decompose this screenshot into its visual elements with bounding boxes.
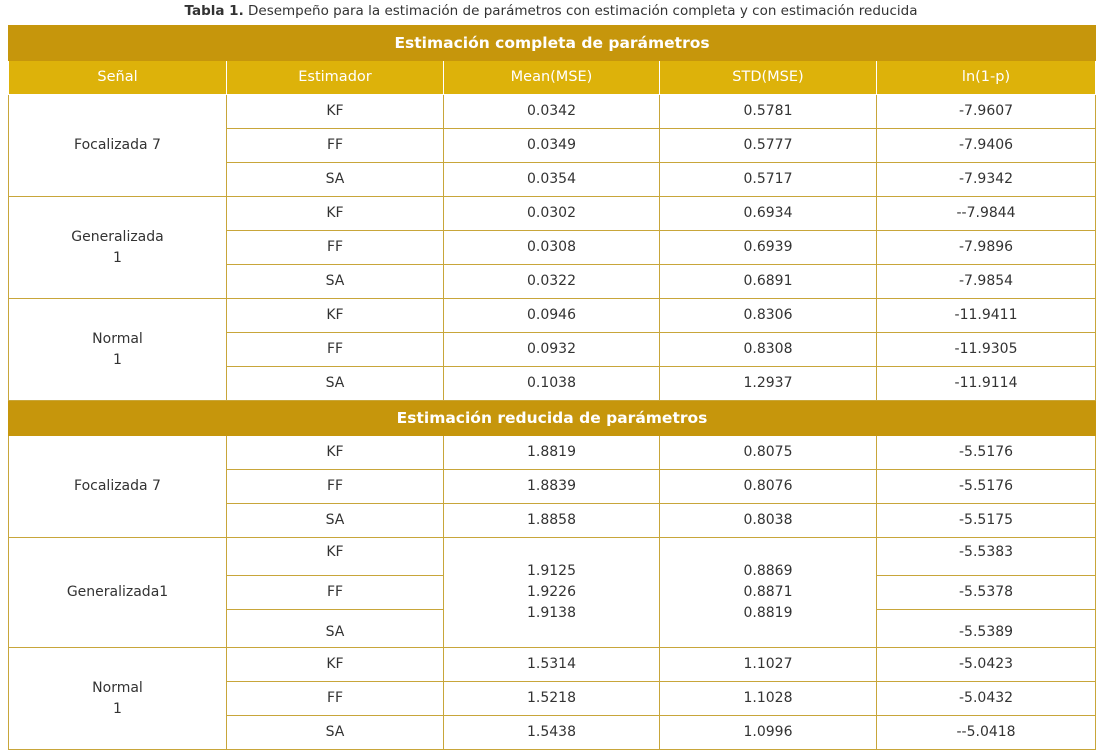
section-header-reduced <box>9 401 1096 436</box>
signal-line: 1 <box>113 249 122 266</box>
mean-cell: 0.0322 <box>444 265 660 299</box>
signal-line: Normal <box>92 679 143 696</box>
mean-line: 1.9138 <box>527 605 576 621</box>
table-row <box>9 648 1096 682</box>
std-cell: 1.0996 <box>660 716 877 750</box>
results-table <box>8 25 1096 750</box>
ln-cell: -7.9896 <box>877 231 1096 265</box>
ln-cell: -5.5378 <box>877 576 1096 610</box>
column-header-std: STD(MSE) <box>660 61 877 95</box>
mean-cell: 0.1038 <box>444 367 660 401</box>
ln-cell: -5.0432 <box>877 682 1096 716</box>
ln-cell: -5.0423 <box>877 648 1096 682</box>
signal-cell <box>9 299 227 401</box>
std-line: 0.8819 <box>743 605 793 621</box>
std-cell: 0.5777 <box>660 129 877 163</box>
estimator-cell: KF <box>227 648 444 682</box>
column-header-ln: ln(1-p) <box>877 61 1096 95</box>
ln-cell: -5.5176 <box>877 470 1096 504</box>
table-row <box>9 95 1096 129</box>
estimator-cell: FF <box>227 576 444 610</box>
estimator-cell: FF <box>227 470 444 504</box>
estimator-cell: FF <box>227 682 444 716</box>
ln-cell: -5.5383 <box>877 538 1096 576</box>
mean-cell: 0.0932 <box>444 333 660 367</box>
mean-cell: 0.0349 <box>444 129 660 163</box>
signal-cell <box>9 648 227 750</box>
mean-line: 1.9125 <box>527 563 576 579</box>
ln-cell: -5.5176 <box>877 436 1096 470</box>
estimator-cell: KF <box>227 95 444 129</box>
estimator-cell: SA <box>227 265 444 299</box>
mean-line: 1.9226 <box>527 584 576 600</box>
std-cell: 1.1027 <box>660 648 877 682</box>
estimator-cell: FF <box>227 333 444 367</box>
estimator-cell: SA <box>227 367 444 401</box>
estimator-cell: SA <box>227 610 444 648</box>
table-row <box>9 538 1096 576</box>
std-cell: 1.1028 <box>660 682 877 716</box>
std-cell: 0.6891 <box>660 265 877 299</box>
mean-cell: 0.0354 <box>444 163 660 197</box>
estimator-cell: FF <box>227 129 444 163</box>
signal-line: Generalizada <box>71 228 164 245</box>
std-merged-cell <box>660 538 877 648</box>
signal-line: Generalizada1 <box>66 584 169 600</box>
mean-merged-cell <box>444 538 660 648</box>
estimator-cell: SA <box>227 716 444 750</box>
std-cell: 0.5717 <box>660 163 877 197</box>
section-header-complete <box>9 26 1096 61</box>
estimator-cell: SA <box>227 504 444 538</box>
ln-cell: -11.9114 <box>877 367 1096 401</box>
estimator-cell: KF <box>227 197 444 231</box>
mean-cell: 1.5438 <box>444 716 660 750</box>
table-row <box>9 197 1096 231</box>
mean-cell: 1.5314 <box>444 648 660 682</box>
column-header-estimator: Estimador <box>227 61 444 95</box>
signal-line: Focalizada 7 <box>74 478 161 494</box>
signal-cell <box>9 538 227 648</box>
std-cell: 0.8306 <box>660 299 877 333</box>
std-line: 0.8871 <box>743 584 793 600</box>
ln-cell: -7.9406 <box>877 129 1096 163</box>
signal-line: Normal <box>92 330 143 347</box>
std-line: 0.8869 <box>743 563 793 579</box>
ln-cell: -11.9305 <box>877 333 1096 367</box>
std-cell: 0.6934 <box>660 197 877 231</box>
std-cell: 0.6939 <box>660 231 877 265</box>
std-cell: 0.8075 <box>660 436 877 470</box>
mean-cell: 1.8839 <box>444 470 660 504</box>
std-cell: 1.2937 <box>660 367 877 401</box>
section-title: Estimación completa de parámetros <box>9 26 1096 61</box>
estimator-cell: SA <box>227 163 444 197</box>
table-caption <box>0 2 1102 20</box>
ln-cell: -5.5389 <box>877 610 1096 648</box>
estimator-cell: FF <box>227 231 444 265</box>
column-header-row <box>9 61 1096 95</box>
column-header-mean: Mean(MSE) <box>444 61 660 95</box>
mean-cell: 0.0302 <box>444 197 660 231</box>
section-title: Estimación reducida de parámetros <box>9 401 1096 436</box>
std-cell: 0.8076 <box>660 470 877 504</box>
ln-cell: --5.0418 <box>877 716 1096 750</box>
column-header-signal: Señal <box>9 61 227 95</box>
ln-cell: -7.9342 <box>877 163 1096 197</box>
signal-cell <box>9 95 227 197</box>
mean-cell: 0.0946 <box>444 299 660 333</box>
estimator-cell: KF <box>227 299 444 333</box>
std-cell: 0.8308 <box>660 333 877 367</box>
estimator-cell: KF <box>227 436 444 470</box>
mean-cell: 1.5218 <box>444 682 660 716</box>
signal-cell <box>9 436 227 538</box>
signal-line: 1 <box>113 700 122 717</box>
mean-cell: 1.8819 <box>444 436 660 470</box>
caption-text: Desempeño para la estimación de parámetros con estimación completa y con estimación reducida <box>243 3 918 19</box>
ln-cell: -11.9411 <box>877 299 1096 333</box>
std-cell: 0.8038 <box>660 504 877 538</box>
signal-line: 1 <box>113 351 122 368</box>
mean-cell: 0.0308 <box>444 231 660 265</box>
ln-cell: -7.9607 <box>877 95 1096 129</box>
signal-line: Focalizada 7 <box>74 137 161 153</box>
mean-cell: 0.0342 <box>444 95 660 129</box>
ln-cell: -7.9854 <box>877 265 1096 299</box>
mean-cell: 1.8858 <box>444 504 660 538</box>
caption-label: Tabla 1. <box>184 3 244 19</box>
ln-cell: -5.5175 <box>877 504 1096 538</box>
estimator-cell: KF <box>227 538 444 576</box>
std-cell: 0.5781 <box>660 95 877 129</box>
signal-cell <box>9 197 227 299</box>
table-row <box>9 436 1096 470</box>
ln-cell: --7.9844 <box>877 197 1096 231</box>
table-row <box>9 299 1096 333</box>
